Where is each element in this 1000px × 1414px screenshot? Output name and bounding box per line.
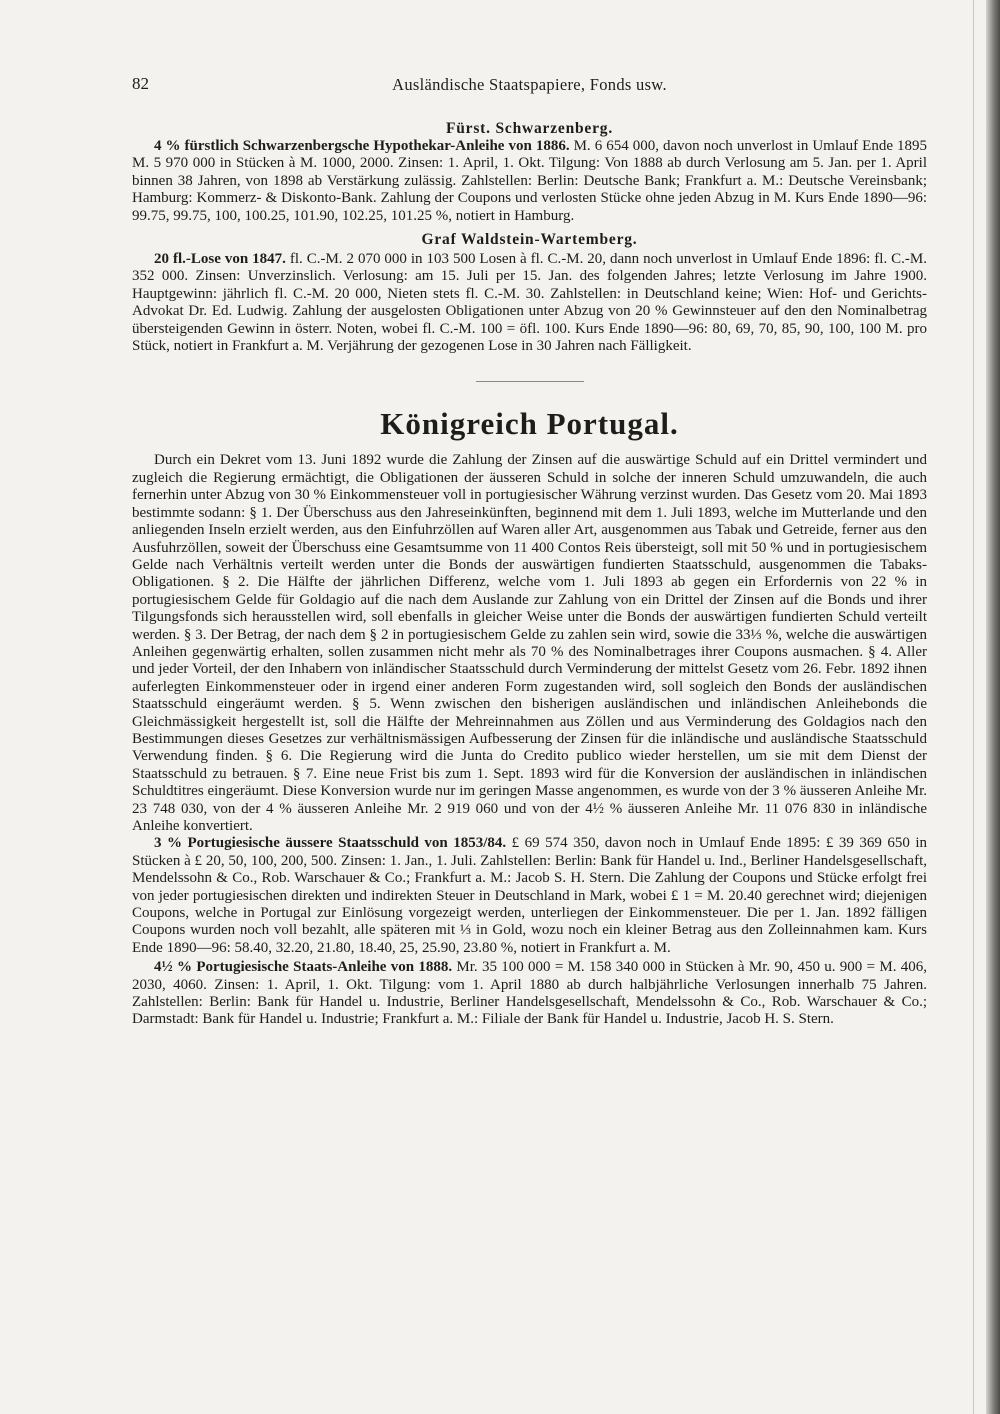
section-heading-schwarzburg: Fürst. Schwarzenberg.	[445, 120, 614, 137]
intro-paragraph-portugal: Durch ein Dekret vom 13. Juni 1892 wurde die Zahlung der Zinsen auf die auswärtige Schuld auf ein Drittel vermindert und zugleich die Regierung ermächtigt, die Obligationen der äusseren Schuld in solche der inneren Schuld umzuwandeln, die auch fernerhin unter Abzug von 30 % Einkommensteuer voll in portugiesischer Währung verzinst wurden. Das Gesetz vom 20. Mai 1893 bestimmte sodann: § 1. Der Überschuss aus den Jahreseinkünften, beginnend mit dem 1. Juli 1893, welche im Mutterlande und den anliegenden Inseln erzielt werden, aus den Einfuhrzöllen auf Waren aller Art, ausgenommen aus Tabak und Getreide, ferner aus den Ausfuhrzöllen, soweit der Überschuss eine Gesamtsumme von 11 400 Contos Reis übersteigt, soll mit 50 % und in portugiesischem Gelde nach Verhältnis verteilt werden unter die Bonds der auswärtigen fundierten Staatsschuld, ausgenommen die Tabaks-Obligationen. § 2. Die Hälfte der jährlichen Differenz, welche vom 1. Juli 1893 ab gegen ein Erfordernis von 22 % in portugiesischem Gelde für Goldagio auf die nach dem Auslande zur Zahlung von ein Drittel der Zinsen auf die Bonds und ihrer Tilgungsfonds sich herausstellen wird, soll ebenfalls in gleicher Weise unter die Bonds der auswärtigen fundierten Schuld verteilt werden. § 3. Der Betrag, der nach dem § 2 in portugiesischem Gelde zu zahlen sein wird, sowie die 33⅓ %, welche die auswärtigen Anleihen gegenwärtig erhalten, sollen zusammen nicht mehr als 70 % des Nominalbetrages ihrer Coupons ausmachen. § 4. Aller und jeder Vorteil, der den Inhabern von inländischer Staatsschuld durch Verminderung der mittelst Gesetz vom 26. Febr. 1892 ihnen auferlegten Einkommensteuer oder in irgend einer anderen Form zugestanden wird, soll sogleich den Bonds der ausländischen Staatsschuld eingeräumt werden. § 5. Wenn zwischen den bisherigen ausländischen und inländischen Anleihebonds die Gleichmässigkeit hergestellt ist, soll die Hälfte der Mehreinnahmen aus Zöllen und aus Verminderung des Goldagios nach den Bestimmungen dieses Gesetzes zur verhältnismässigen Aufbesserung der Zinsen für die inländische und ausländische Staatsschuld Verwendung finden. § 6. Die Regierung wird die Junta do Credito publico wieder herstellen, um sie mit dem Dienst der Staatsschuld zu betrauen. § 7. Eine neue Frist bis zum 1. Sept. 1893 wird für die Konversion der ausländischen in inländischen Schuldtitres eingeräumt. Diese Konversion wurde nur im geringen Masse angenommen, es wurde von der 3 % äusseren Anleihe Mr. 23 748 030, von der 4 % äusseren Anleihe Mr. 2 919 060 und von der 4½ % äusseren Anleihe Mr. 11 076 830 in inländische Anleihe konvertiert.	[132, 452, 927, 834]
section-heading-waldstein: Graf Waldstein-Wartemberg.	[421, 231, 638, 249]
bond-entry-schwarzburg	[132, 138, 927, 225]
bond-entry-text: M. 6 654 000, davon noch unverlost in Umlauf Ende 1895 M. 5 970 000 in Stücken à M. 1000, 2000. Zinsen: 1. April, 1. Okt. Tilgung: Von 1888 ab durch Verlosung am 5. Jan. per 1. April binnen 38 Jahren, von 1898 ab Verstärkung zulässig. Zahlstellen: Berlin: Deutsche Bank; Frankfurt a. M.: Deutsche Vereinsbank; Hamburg: Kommerz- & Diskonto-Bank. Zahlung der Coupons und verlosten Stücke ohne jeden Abzug in M. Kurs Ende 1890—96: 99.75, 99.75, 100, 100.25, 101.90, 102.25, 101.25 %, notiert in Hamburg.	[132, 138, 927, 224]
running-header	[132, 74, 927, 96]
bond-entry-waldstein	[132, 251, 927, 355]
bond-entry-lead: 20 fl.-Lose von 1847.	[154, 251, 286, 268]
bond-entry-lead: 4 % fürstlich Schwarzenbergsche Hypothekar-Anleihe von 1886.	[154, 138, 570, 154]
bond-entry-lead: 4½ % Portugiesische Staats-Anleihe von 1888.	[154, 959, 453, 976]
scan-edge-shadow	[973, 0, 974, 1414]
bond-entry-portugal-1853	[132, 835, 927, 957]
bond-entry-text: fl. C.-M. 2 070 000 in 103 500 Losen à fl. C.-M. 20, dann noch unverlost in Umlauf Ende 1896: fl. C.-M. 352 000. Zinsen: Unverzinslich. Verlosung: am 15. Juli per 15. Jan. des folgenden Jahres; letzte Verlosung im Jahre 1900. Hauptgewinn: jährlich fl. C.-M. 20 000, Nieten stets fl. C.-M. 30. Zahlstellen: in Deutschland keine; Wien: Hof- und Gerichts-Advokat Dr. Ed. Ludwig. Zahlung der ausgelosten Obligationen unter Abzug von 20 % Gewinnsteuer auf den den Nominalbetrag übersteigenden Gewinn in österr. Noten, wobei fl. C.-M. 100 = öfl. 100. Kurs Ende 1890—96: 80, 69, 70, 85, 90, 100, 100 M. pro Stück, notiert in Frankfurt a. M. Verjährung der gezogenen Lose in 30 Jahren nach Fälligkeit.	[132, 251, 928, 355]
document-page	[132, 74, 927, 1029]
bond-entry-portugal-1888	[132, 959, 927, 1029]
section-divider	[476, 381, 584, 382]
bond-entry-text: £ 69 574 350, davon noch in Umlauf Ende 1895: £ 39 369 650 in Stücken à £ 20, 50, 100, 200, 500. Zinsen: 1. Jan., 1. Juli. Zahlstellen: Berlin: Bank für Handel u. Ind., Berliner Handelsgesellschaft, Mendelssohn & Co., Rob. Warschauer & Co.; Frankfurt a. M.: Jacob S. H. Stern. Die Zahlung der Coupons und Stücke erfolgt frei von jeder portugiesischen direkten und indirekten Steuer in Deutschland in Mark, wobei £ 1 = M. 20.40 gerechnet wird; diejenigen Coupons, welche in Portugal zur Einlösung vorgezeigt werden, unterliegen der Einkommensteuer. Die per 1. Jan. 1892 fälligen Coupons wurden noch voll bezahlt, alle späteren mit ⅓ in Gold, wozu noch ein kleiner Betrag aus den Zolleinnahmen kam. Kurs Ende 1890—96: 58.40, 32.20, 21.80, 18.40, 25, 25.90, 23.80 %, notiert in Frankfurt a. M.	[132, 835, 928, 956]
bond-entry-text: Mr. 35 100 000 = M. 158 340 000 in Stücken à Mr. 90, 450 u. 900 = M. 406, 2030, 4060. Zinsen: 1. April, 1. Okt. Tilgung: vom 1. April 1880 ab durch halbjährliche Verlosungen innerhalb 75 Jahren. Zahlstellen: Berlin: Bank für Handel u. Industrie, Berliner Handelsgesellschaft, Mendelssohn & Co., Rob. Warschauer & Co.; Darmstadt: Bank für Handel u. Industrie; Frankfurt a. M.: Filiale der Bank für Handel u. Industrie, Jacob H. S. Stern.	[132, 959, 927, 1028]
running-title: Ausländische Staatspapiere, Fonds usw.	[392, 75, 667, 94]
scan-page-edge	[986, 0, 1000, 1414]
country-title-portugal: Königreich Portugal.	[380, 406, 679, 442]
page-number: 82	[132, 74, 149, 93]
bond-entry-lead: 3 % Portugiesische äussere Staatsschuld von 1853/84.	[154, 835, 507, 852]
